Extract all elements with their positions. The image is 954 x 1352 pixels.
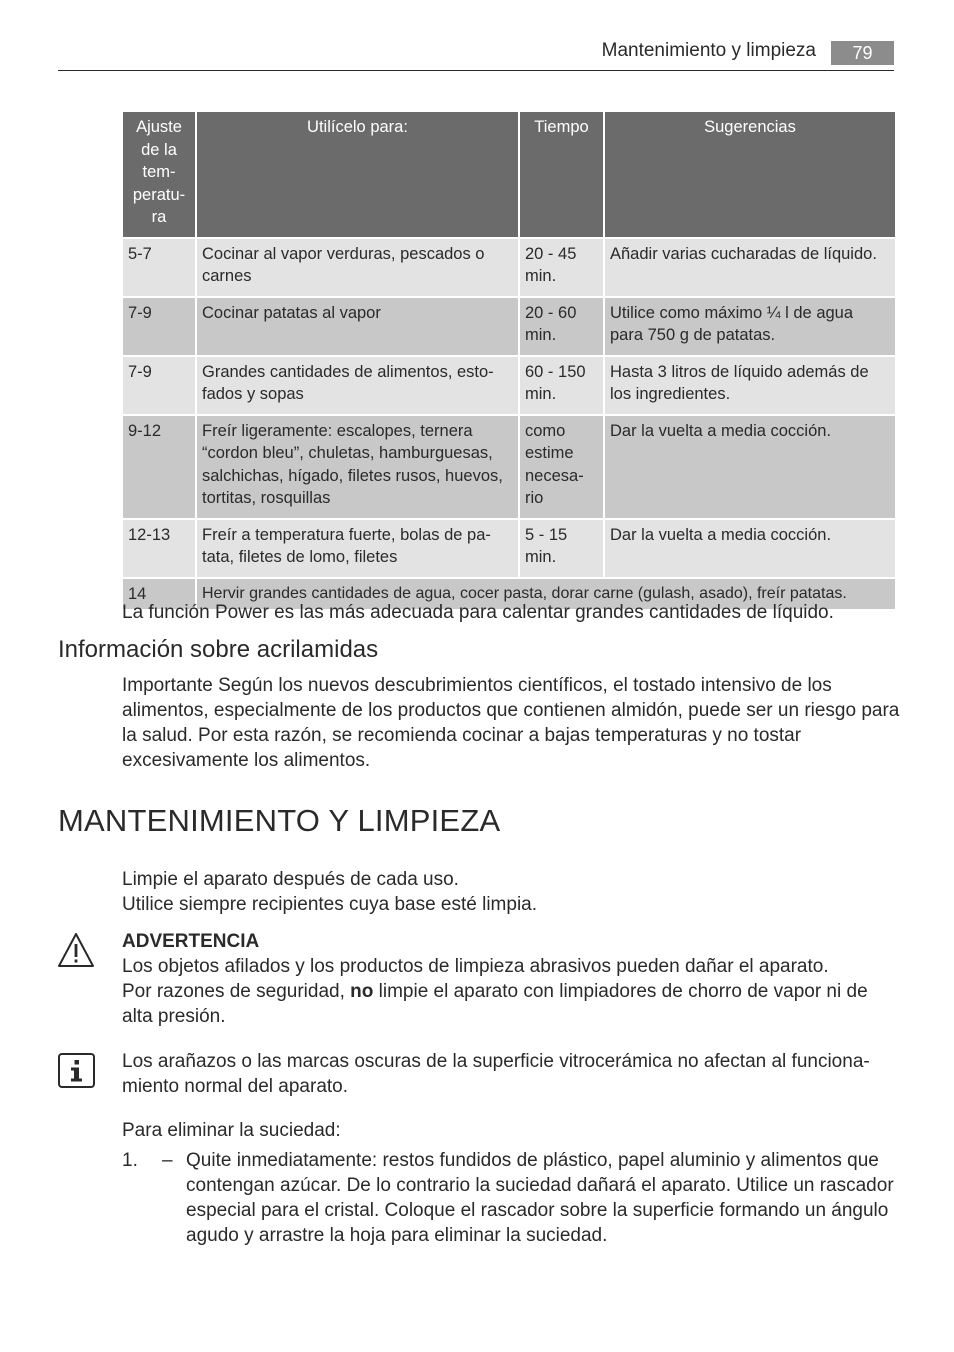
- table-row: [122, 297, 896, 356]
- step-line: restos fundidos de plástico, papel aluminio y alimentos que: [377, 1150, 879, 1171]
- warning-title: ADVERTENCIA: [122, 931, 260, 952]
- warning-line: Los objetos afilados y los productos de limpieza abrasivos pueden dañar el aparato.: [122, 956, 829, 977]
- table-cell: Utilice como máximo ¼ l de agua para 750 g de patatas.: [604, 297, 896, 356]
- table-cell: Hasta 3 litros de líquido además de los ingredientes.: [604, 356, 896, 415]
- step-number: 1.: [122, 1150, 138, 1171]
- table-cell: 7-9: [122, 356, 196, 415]
- info-line: Los arañazos o las marcas oscuras de la superficie vitrocerámica no afectan al funciona-: [122, 1051, 870, 1072]
- step-lead: Quite inmediatamente:: [186, 1150, 378, 1171]
- page-number-badge: 79: [831, 41, 894, 65]
- table-cell: Grandes cantidades de alimentos, esto- fados y sopas: [196, 356, 519, 415]
- acrylamide-paragraph: [122, 673, 902, 773]
- step-dash: –: [162, 1150, 173, 1171]
- table-cell: 14: [122, 578, 196, 611]
- step-line: agudo y arrastre la hoja para eliminar la suciedad.: [186, 1225, 608, 1246]
- warning-emphasis: no: [350, 981, 374, 1002]
- power-note: La función Power es las más adecuada para calentar grandes cantidades de líquido.: [122, 602, 834, 623]
- table-cell: como estime necesa- rio: [519, 415, 604, 519]
- warning-line: Por razones de seguridad,: [122, 981, 351, 1002]
- step-line: contengan azúcar. De lo contrario la suciedad dañará el aparato. Utilice un rascador: [186, 1175, 894, 1196]
- table-cell: Cocinar al vapor verduras, pescados o carnes: [196, 238, 519, 297]
- remove-dirt-label: Para eliminar la suciedad:: [122, 1120, 341, 1141]
- table-cell: Freír a temperatura fuerte, bolas de pa- tata, filetes de lomo, filetes: [196, 519, 519, 578]
- important-label: Importante: [122, 675, 213, 696]
- info-line: miento normal del aparato.: [122, 1076, 349, 1097]
- running-header-title: Mantenimiento y limpieza: [601, 40, 816, 61]
- paragraph-line: excesivamente los alimentos.: [122, 750, 371, 771]
- table-header-row: [122, 111, 896, 238]
- paragraph-line: la salud. Por esta razón, se recomienda cocinar a bajas temperaturas y no tostar: [122, 725, 802, 746]
- table-cell: 20 - 45 min.: [519, 238, 604, 297]
- col-header-use: Utilícelo para:: [196, 111, 519, 238]
- step-text: [186, 1148, 902, 1248]
- table-cell: 20 - 60 min.: [519, 297, 604, 356]
- warning-line: alta presión.: [122, 1006, 226, 1027]
- table-cell: 5 - 15 min.: [519, 519, 604, 578]
- col-header-tips: Sugerencias: [604, 111, 896, 238]
- cooking-settings-table: [121, 110, 897, 611]
- table-cell: Dar la vuelta a media cocción.: [604, 415, 896, 519]
- maintenance-intro: [122, 867, 537, 917]
- table-cell: 5-7: [122, 238, 196, 297]
- acrylamide-heading: Información sobre acrilamidas: [58, 636, 379, 663]
- table-cell: 12-13: [122, 519, 196, 578]
- table-row: [122, 238, 896, 297]
- table-cell: Freír ligeramente: escalopes, ternera “cordon bleu”, chuletas, hamburguesas, salchichas, hígado, filetes rusos, huevos, tortitas, rosquillas: [196, 415, 519, 519]
- table-cell: Hervir grandes cantidades de agua, cocer pasta, dorar carne (gulash, asado), freír patatas.: [196, 578, 896, 611]
- table-cell: 9-12: [122, 415, 196, 519]
- table-cell: 7-9: [122, 297, 196, 356]
- paragraph-line: alimentos, especialmente de los productos que contienen almidón, puede ser un riesgo para: [122, 700, 900, 721]
- table-row: [122, 356, 896, 415]
- info-icon: [57, 1052, 97, 1090]
- warning-line: limpie el aparato con limpiadores de chorro de vapor ni de: [373, 981, 868, 1002]
- col-header-temperature: Ajuste de la tem- peratu- ra: [122, 111, 196, 238]
- warning-triangle-icon: [56, 931, 96, 969]
- intro-line: Limpie el aparato después de cada uso.: [122, 869, 459, 890]
- table-row: [122, 519, 896, 578]
- intro-line: Utilice siempre recipientes cuya base esté limpia.: [122, 894, 538, 915]
- info-block: [122, 1049, 902, 1099]
- table-cell: Cocinar patatas al vapor: [196, 297, 519, 356]
- header-rule: [58, 70, 894, 71]
- maintenance-heading: MANTENIMIENTO Y LIMPIEZA: [58, 803, 501, 838]
- table-row: [122, 415, 896, 519]
- step-line: especial para el cristal. Coloque el rascador sobre la superficie formando un ángulo: [186, 1200, 889, 1221]
- paragraph-line: Según los nuevos descubrimientos científicos, el tostado intensivo de los: [212, 675, 832, 696]
- table-cell: Añadir varias cucharadas de líquido.: [604, 238, 896, 297]
- table-cell: Dar la vuelta a media cocción.: [604, 519, 896, 578]
- col-header-time: Tiempo: [519, 111, 604, 238]
- warning-block: [122, 929, 902, 1029]
- table-cell: 60 - 150 min.: [519, 356, 604, 415]
